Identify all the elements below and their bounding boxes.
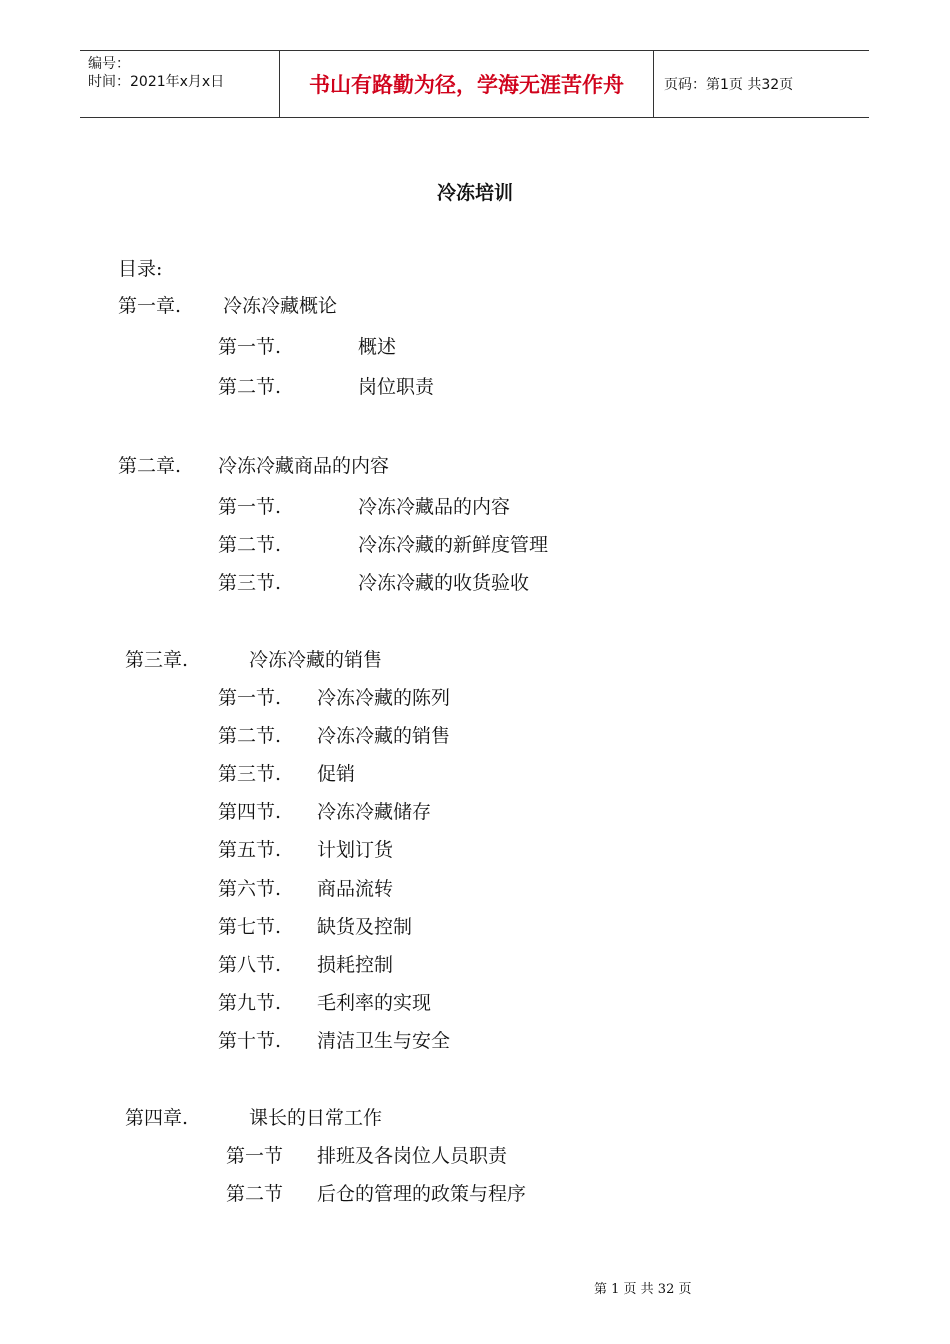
toc-section-title: 损耗控制 <box>317 954 394 976</box>
header-slogan: 书山有路勤为径，学海无涯苦作舟 <box>280 51 654 117</box>
toc-section-title: 计划订货 <box>317 839 394 861</box>
toc-heading: 目录: <box>118 258 163 280</box>
toc-section-title: 冷冻冷藏品的内容 <box>358 496 511 518</box>
toc-section-label: 第一节. <box>218 687 282 709</box>
toc-section-label: 第五节. <box>218 839 282 861</box>
toc-chapter-2-title: 冷冻冷藏商品的内容 <box>218 455 390 477</box>
toc-section-label: 第二节. <box>218 725 282 747</box>
toc-chapter-3-title: 冷冻冷藏的销售 <box>249 649 383 671</box>
page-header <box>80 50 869 118</box>
toc-chapter-4-title: 课长的日常工作 <box>249 1107 383 1129</box>
toc-section-title: 概述 <box>358 336 397 358</box>
toc-section-label: 第八节. <box>218 954 282 976</box>
toc-section-label: 第一节 <box>226 1145 284 1167</box>
toc-section-label: 第六节. <box>218 878 282 900</box>
header-meta <box>80 51 280 117</box>
toc-section-label: 第二节 <box>226 1183 284 1205</box>
toc-section-label: 第十节. <box>218 1030 282 1052</box>
toc-section-label: 第七节. <box>218 916 282 938</box>
toc-section-label: 第二节. <box>218 534 282 556</box>
toc-chapter-2-label: 第二章. <box>118 455 182 477</box>
page-footer: 第 1 页 共 32 页 <box>594 1282 692 1297</box>
document-number-label: 编号： <box>88 56 130 72</box>
toc-chapter-1-title: 冷冻冷藏概论 <box>223 295 338 317</box>
header-page-number: 页码：第1页 共32页 <box>664 77 794 93</box>
toc-section-label: 第一节. <box>218 336 282 358</box>
toc-chapter-1-label: 第一章. <box>118 295 182 317</box>
toc-section-title: 清洁卫生与安全 <box>317 1030 451 1052</box>
toc-section-title: 冷冻冷藏的收货验收 <box>358 572 530 594</box>
toc-section-title: 冷冻冷藏的新鲜度管理 <box>358 534 549 556</box>
toc-section-title: 冷冻冷藏储存 <box>317 801 432 823</box>
toc-section-title: 促销 <box>317 763 356 785</box>
toc-chapter-4-label: 第四章. <box>125 1107 189 1129</box>
toc-section-label: 第三节. <box>218 572 282 594</box>
toc-section-title: 后仓的管理的政策与程序 <box>317 1183 527 1205</box>
document-date: 时间：2021年x月x日 <box>88 74 225 90</box>
toc-section-title: 毛利率的实现 <box>317 992 432 1014</box>
toc-section-title: 岗位职责 <box>358 376 435 398</box>
toc-section-title: 排班及各岗位人员职责 <box>317 1145 508 1167</box>
toc-section-label: 第九节. <box>218 992 282 1014</box>
toc-section-label: 第三节. <box>218 763 282 785</box>
toc-section-label: 第二节. <box>218 376 282 398</box>
toc-section-title: 商品流转 <box>317 878 394 900</box>
toc-section-title: 冷冻冷藏的销售 <box>317 725 451 747</box>
document-title: 冷冻培训 <box>436 182 513 204</box>
toc-section-title: 缺货及控制 <box>317 916 413 938</box>
toc-section-label: 第一节. <box>218 496 282 518</box>
toc-section-label: 第四节. <box>218 801 282 823</box>
toc-chapter-3-label: 第三章. <box>125 649 189 671</box>
toc-section-title: 冷冻冷藏的陈列 <box>317 687 451 709</box>
